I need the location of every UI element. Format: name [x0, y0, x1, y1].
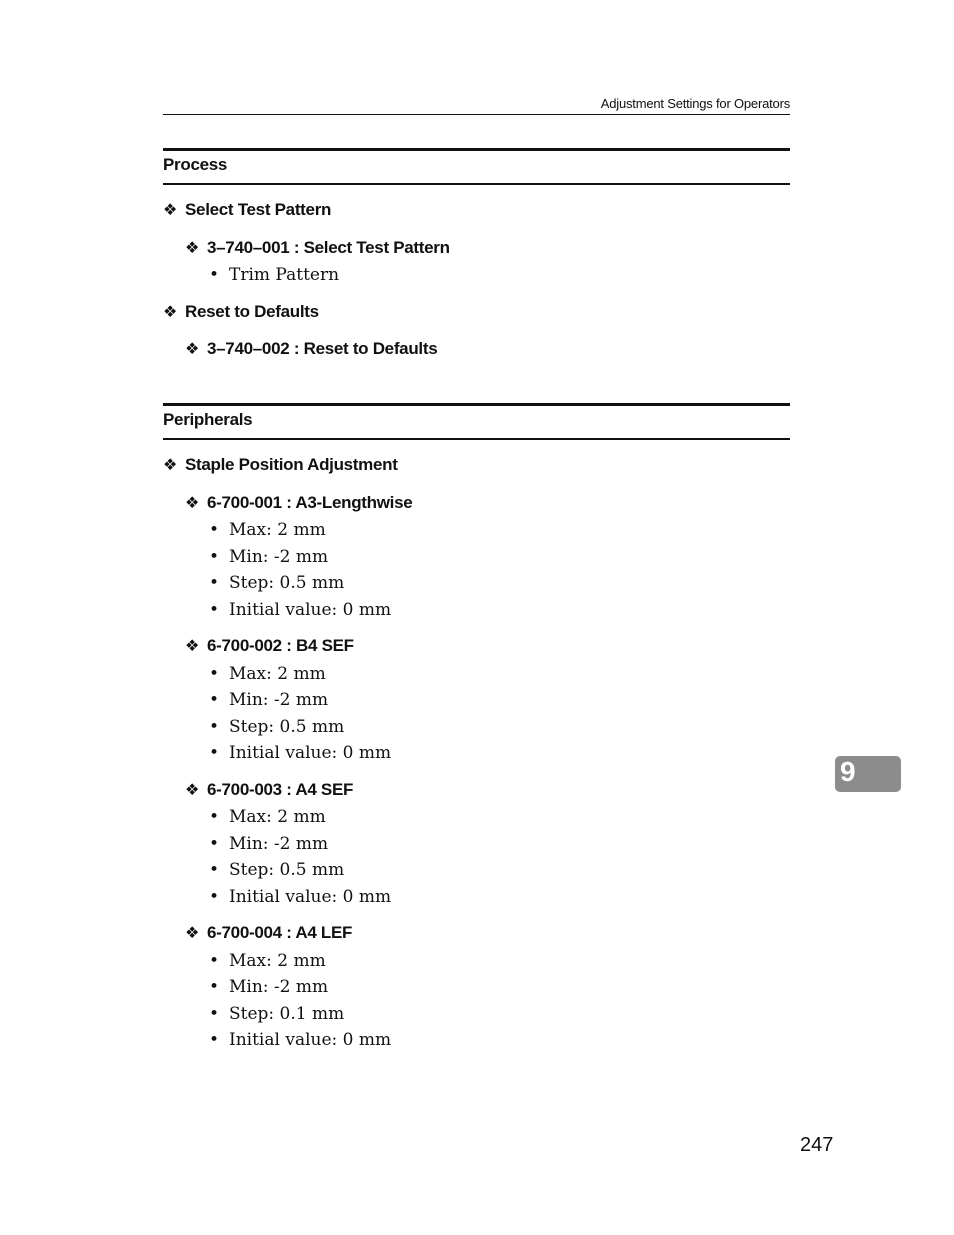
- bullet-icon: •: [209, 717, 220, 737]
- diamond-icon: ❖: [185, 638, 200, 655]
- list-item: [209, 1004, 344, 1024]
- subheading-text: 6-700-003 : A4 SEF: [207, 780, 354, 799]
- chapter-number: 9: [840, 756, 856, 787]
- bullet-icon: •: [209, 887, 220, 907]
- diamond-icon: ❖: [185, 341, 200, 358]
- list-item-text: Min: -2 mm: [229, 547, 329, 567]
- section-rule-bottom: [163, 438, 790, 440]
- list-item: [209, 834, 328, 854]
- heading-staple-position-adjustment: [163, 455, 398, 475]
- list-item-text: Trim Pattern: [229, 265, 340, 285]
- subheading-6-700-003: [185, 780, 353, 800]
- diamond-icon: ❖: [185, 782, 200, 799]
- list-item: [209, 573, 344, 593]
- diamond-icon: ❖: [185, 240, 200, 257]
- header-rule: [163, 114, 790, 115]
- heading-select-test-pattern: [163, 200, 331, 220]
- list-item-text: Min: -2 mm: [229, 834, 329, 854]
- subheading-3-740-002: [185, 339, 437, 359]
- list-item: [209, 690, 328, 710]
- bullet-icon: •: [209, 265, 220, 285]
- list-item: [209, 547, 328, 567]
- list-item: [209, 1030, 391, 1050]
- page-number: 247: [800, 1134, 834, 1156]
- list-item: [209, 807, 326, 827]
- list-item: [209, 887, 391, 907]
- bullet-icon: •: [209, 743, 220, 763]
- subheading-text: 6-700-002 : B4 SEF: [207, 636, 354, 655]
- list-item: [209, 664, 326, 684]
- bullet-icon: •: [209, 1030, 220, 1050]
- list-item-text: Step: 0.5 mm: [229, 860, 345, 880]
- subheading-3-740-001: [185, 238, 450, 258]
- bullet-icon: •: [209, 1004, 220, 1024]
- diamond-icon: ❖: [185, 925, 200, 942]
- section-rule-top: [163, 403, 790, 406]
- subheading-text: 3–740–002 : Reset to Defaults: [207, 339, 438, 358]
- bullet-icon: •: [209, 860, 220, 880]
- list-item: [209, 951, 326, 971]
- list-item-text: Step: 0.5 mm: [229, 717, 345, 737]
- list-item: [209, 860, 344, 880]
- bullet-icon: •: [209, 951, 220, 971]
- subheading-text: 6-700-001 : A3-Lengthwise: [207, 493, 413, 512]
- diamond-icon: ❖: [163, 457, 178, 474]
- section-title-peripherals: Peripherals: [163, 410, 253, 429]
- list-item-text: Step: 0.5 mm: [229, 573, 345, 593]
- chapter-tab: [835, 756, 901, 792]
- bullet-icon: •: [209, 547, 220, 567]
- heading-text: Select Test Pattern: [185, 200, 332, 219]
- bullet-icon: •: [209, 520, 220, 540]
- section-rule-bottom: [163, 183, 790, 185]
- list-item-text: Initial value: 0 mm: [229, 743, 392, 763]
- list-item-text: Min: -2 mm: [229, 690, 329, 710]
- bullet-icon: •: [209, 690, 220, 710]
- subheading-6-700-004: [185, 923, 352, 943]
- diamond-icon: ❖: [163, 304, 178, 321]
- bullet-icon: •: [209, 573, 220, 593]
- list-item: [209, 600, 391, 620]
- subheading-6-700-001: [185, 493, 412, 513]
- list-item: [209, 717, 344, 737]
- bullet-icon: •: [209, 664, 220, 684]
- list-item-text: Initial value: 0 mm: [229, 1030, 392, 1050]
- diamond-icon: ❖: [185, 495, 200, 512]
- bullet-icon: •: [209, 977, 220, 997]
- heading-text: Staple Position Adjustment: [185, 455, 398, 474]
- bullet-icon: •: [209, 807, 220, 827]
- list-item: [209, 977, 328, 997]
- list-item-text: Max: 2 mm: [229, 664, 326, 684]
- section-title-process: Process: [163, 155, 228, 174]
- running-header: Adjustment Settings for Operators: [600, 96, 790, 111]
- heading-text: Reset to Defaults: [185, 302, 319, 321]
- list-item-text: Initial value: 0 mm: [229, 887, 392, 907]
- list-item-text: Min: -2 mm: [229, 977, 329, 997]
- list-item: [209, 265, 339, 285]
- list-item: [209, 520, 326, 540]
- subheading-text: 3–740–001 : Select Test Pattern: [207, 238, 450, 257]
- list-item-text: Max: 2 mm: [229, 520, 326, 540]
- bullet-icon: •: [209, 600, 220, 620]
- diamond-icon: ❖: [163, 202, 178, 219]
- list-item: [209, 743, 391, 763]
- bullet-icon: •: [209, 834, 220, 854]
- heading-reset-to-defaults: [163, 302, 319, 322]
- subheading-text: 6-700-004 : A4 LEF: [207, 923, 353, 942]
- list-item-text: Step: 0.1 mm: [229, 1004, 345, 1024]
- list-item-text: Initial value: 0 mm: [229, 600, 392, 620]
- section-rule-top: [163, 148, 790, 151]
- list-item-text: Max: 2 mm: [229, 951, 326, 971]
- list-item-text: Max: 2 mm: [229, 807, 326, 827]
- subheading-6-700-002: [185, 636, 354, 656]
